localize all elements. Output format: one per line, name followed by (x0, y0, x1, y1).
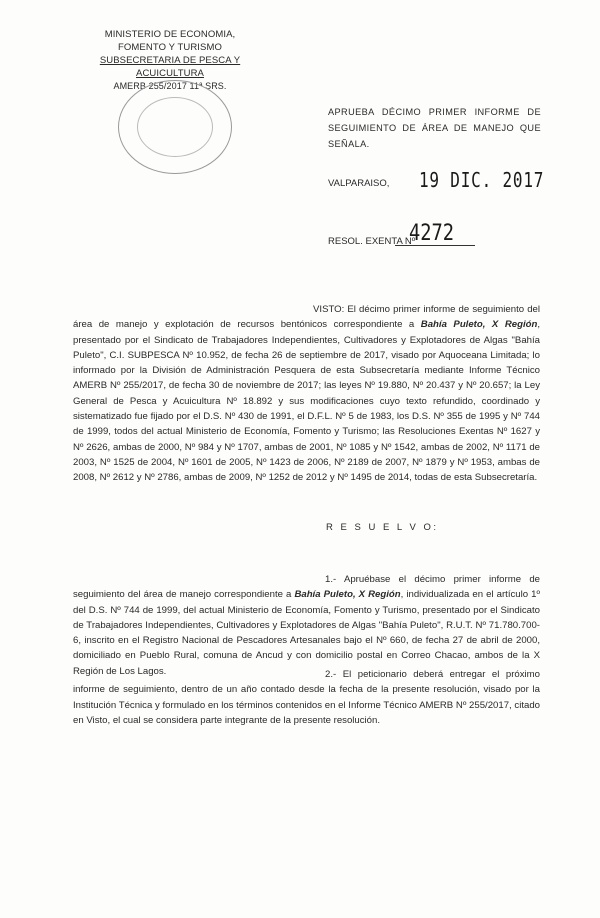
letterhead-subsecretaria: SUBSECRETARIA DE PESCA Y ACUICULTURA (99, 55, 241, 79)
visto-text-2: , presentado por el Sindicato de Trabajadores Independientes, Cultivadores y Explotadores de Algas "Bahía Puleto", C.I. SUBPESCA Nº 10.952, de fecha 26 de septiembre de 2017, visado por Aquoceana Limitada; lo informado por la División de Administración Pesquera de esta Subsecretaría mediante Informe Técnico AMERB Nº 255/2017, de fecha 30 de noviembre de 2017; las leyes Nº 19.880, Nº 20.437 y Nº 20.657; la Ley General de Pesca y Acuicultura Nº 18.892 y sus modificaciones cuyo texto refundido, coordinado y sistematizado fue fijado por el D.S. Nº 430 de 1991, el D.F.L. Nº 5 de 1983, los D.S. Nº 355 de 1995 y Nº 744 de 1999, todos del actual Ministerio de Economía, Fomento y Turismo; las Resoluciones Exentas Nº 1627 y Nº 2626, ambas de 2000, Nº 984 y Nº 1707, ambas de 2001, Nº 1085 y Nº 1542, ambas de 2002, Nº 1171 de 2003, Nº 1525 de 2004, Nº 1601 de 2005, Nº 1423 de 2006, Nº 2189 de 2007, Nº 1879 y Nº 1953, ambas de 2008, Nº 2612 y Nº 2786, ambas de 2009, Nº 1252 de 2012 y Nº 1495 de 2014, todas de esta Subsecretaría. (73, 319, 540, 484)
letterhead-reference: AMERB 255/2017 11ª SRS. (113, 81, 227, 91)
official-seal-stamp (118, 80, 232, 174)
visto-lead: VISTO: (313, 304, 345, 315)
resolution-label: RESOL. EXENTA Nº (328, 236, 416, 247)
resolution-number: 4272 (409, 221, 455, 246)
official-seal-inner-ring (137, 97, 213, 157)
visto-paragraph (73, 302, 540, 486)
item-1-text-2: , individualizada en el artículo 1º del D.S. Nº 744 de 1999, del actual Ministerio de Economía, Fomento y Turismo, presentado por el Sindicato de Trabajadores Independientes, Cultivadores y Explotadores de Algas "Bahía Puleto", R.U.T. Nº 71.780.700-6, inscrito en el Registro Nacional de Pescadores Artesanales bajo el Nº 660, de fecha 27 de abril de 2000, domiciliado en Pueblo Rural, comuna de Ancud y con domicilio postal en Correo Chacao, ambos de la X Región de Los Lagos. (73, 589, 540, 677)
letterhead-ministry: MINISTERIO DE ECONOMIA, (104, 29, 236, 40)
resuelvo-heading: R E S U E L V O: (326, 522, 439, 533)
document-subject: APRUEBA DÉCIMO PRIMER INFORME DE SEGUIMIENTO DE ÁREA DE MANEJO QUE SEÑALA. (328, 107, 541, 149)
place-label: VALPARAISO, (328, 178, 390, 189)
document-date-stamp: 19 DIC. 2017 (419, 168, 545, 192)
item-2-text: 2.- El peticionario deberá entregar el próximo informe de seguimiento, dentro de un año contado desde la fecha de la presente resolución, visado por la Institución Técnica y formulado en los términos contenidos en el Informe Técnico AMERB Nº 255/2017, citado en Visto, el cual se considera parte integrante de la presente resolución. (73, 669, 540, 726)
item-1-area-name: Bahía Puleto, X Región (294, 589, 401, 601)
resolution-item-1 (73, 572, 540, 679)
letterhead-ministry-2: FOMENTO Y TURISMO (118, 42, 222, 53)
resolution-item-2 (73, 667, 540, 728)
visto-area-name: Bahía Puleto, X Región (420, 319, 538, 331)
item-1-text-1: 1.- Apruébase el décimo primer informe de seguimiento del área de manejo correspondiente a (73, 574, 540, 601)
visto-text-1: El décimo primer informe de seguimiento del área de manejo y explotación de recursos bentónicos correspondiente a (73, 304, 540, 331)
